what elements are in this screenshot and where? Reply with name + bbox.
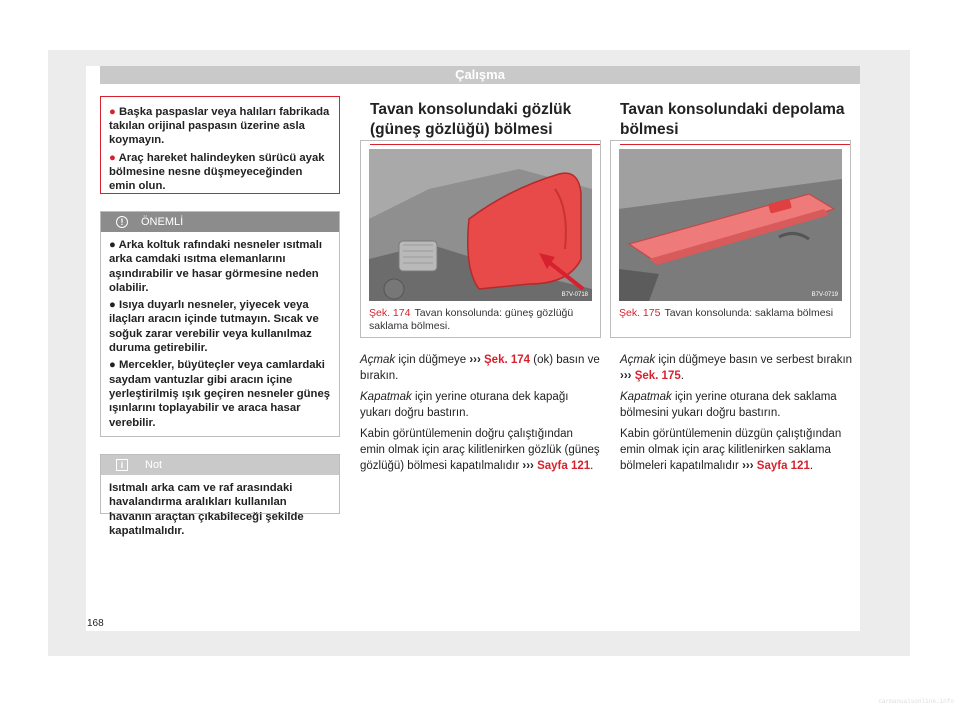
bullet-icon: ● [109,151,116,164]
notice-item: ● Mercekler, büyüteçler veya camlardaki saydam vantuzlar gibi aracın içine yerleştirilmiş ışık geçiren nesneler güneş ışınlarını toplayabilir ve araca hasar verebilir. [109,359,331,429]
paragraph: Kapatmak için yerine oturana dek saklama bölmesini yukarı doğru bastırın. [620,391,837,419]
paragraph: Açmak için düğmeye basın ve serbest bırakın ››› Şek. 175. [620,354,853,382]
page-reference-link[interactable]: Sayfa 121 [756,460,810,472]
figure-174-image [369,149,592,301]
section-title-storage: Tavan konsolundaki depolama bölmesi [620,100,851,145]
section-title-glasses: Tavan konsolundaki gözlük (güneş gözlüğü) bölmesi [370,100,601,145]
reference-arrow-icon: ››› [620,370,632,382]
notice-item: ● Arka koltuk rafındaki nesneler ısıtmalı arka camdaki ısıtma elemanlarını aşındırabilir ve hasar görmesine neden olabilir. [109,239,322,294]
paragraph: Kabin görüntülemenin düzgün çalıştığından emin olmak için araç kilitlenirken saklama bölmeleri kapatılmalıdır ››› Sayfa 121. [620,428,842,472]
page-reference-link[interactable]: Sayfa 121 [537,460,591,472]
figure-175-caption: Şek. 175 Tavan konsolunda: saklama bölmesi [619,307,834,319]
page-number: 168 [87,618,104,629]
notice-box [100,211,340,437]
warning-item: ● Araç hareket halindeyken sürücü ayak bölmesine nesne düşmeyeceğinden emin olun. [109,151,325,193]
figure-175-image [619,149,842,301]
warning-box [100,96,340,194]
figure-code: B7V-0719 [811,292,838,298]
bullet-icon: ● [109,106,116,118]
figure-174-caption: Şek. 174 Tavan konsolunda: güneş gözlüğü saklama bölmesi. [369,307,574,332]
figure-label: Şek. 174 [369,307,411,319]
figure-reference-link[interactable]: Şek. 175 [634,370,681,382]
info-icon: i [116,459,128,471]
figure-code: B7V-0718 [561,292,588,298]
note-header [101,455,339,475]
section-storage-body [620,352,860,479]
bullet-icon: ● [109,359,116,372]
figure-175 [610,140,851,338]
bullet-icon: ● [109,299,116,312]
reference-arrow-icon: ››› [522,460,534,472]
notice-title: ÖNEMLİ [141,216,184,228]
paragraph: Açmak için düğmeye ››› Şek. 174 (ok) basın ve bırakın. [360,354,600,382]
figure-label: Şek. 175 [619,307,661,319]
watermark: carmanualsonline.info [878,698,954,705]
note-box [100,454,340,537]
warning-item: ● Başka paspaslar veya halıları fabrikada takılan orijinal paspasın üzerine asla koymayın. [109,106,330,147]
note-text: Isıtmalı arka cam ve raf arasındaki havalandırma aralıkları kullanılan havanın araçtan çıkabileceği şekilde kapatılmalıdır. [109,482,304,537]
section-glasses-body [360,352,600,479]
reference-arrow-icon: ››› [742,460,754,472]
notice-header [101,212,339,232]
notice-body [101,232,339,439]
note-title: Not [145,459,163,471]
figure-reference-link[interactable]: Şek. 174 [484,354,531,366]
reference-arrow-icon: ››› [469,354,481,366]
overhead-console-glasses-illustration [369,149,592,301]
page-header: Çalışma [100,66,860,84]
paragraph: Kabin görüntülemenin doğru çalıştığından emin olmak için araç kilitlenirken gözlük (güneş gözlüğü) bölmesi kapatılmalıdır ››› Sayfa 121. [360,428,600,472]
notice-item: ● Isıya duyarlı nesneler, yiyecek veya ilaçları aracın içinde tutmayın. Sıcak ve soğuk zarar verebilir veya kullanılmaz duruma getirebilir. [109,299,319,355]
bullet-icon: ● [109,239,116,251]
exclamation-icon: ! [116,216,128,228]
overhead-storage-compartment-illustration [619,149,842,301]
paragraph: Kapatmak için yerine oturana dek kapağı yukarı doğru bastırın. [360,391,569,419]
figure-174 [360,140,601,338]
